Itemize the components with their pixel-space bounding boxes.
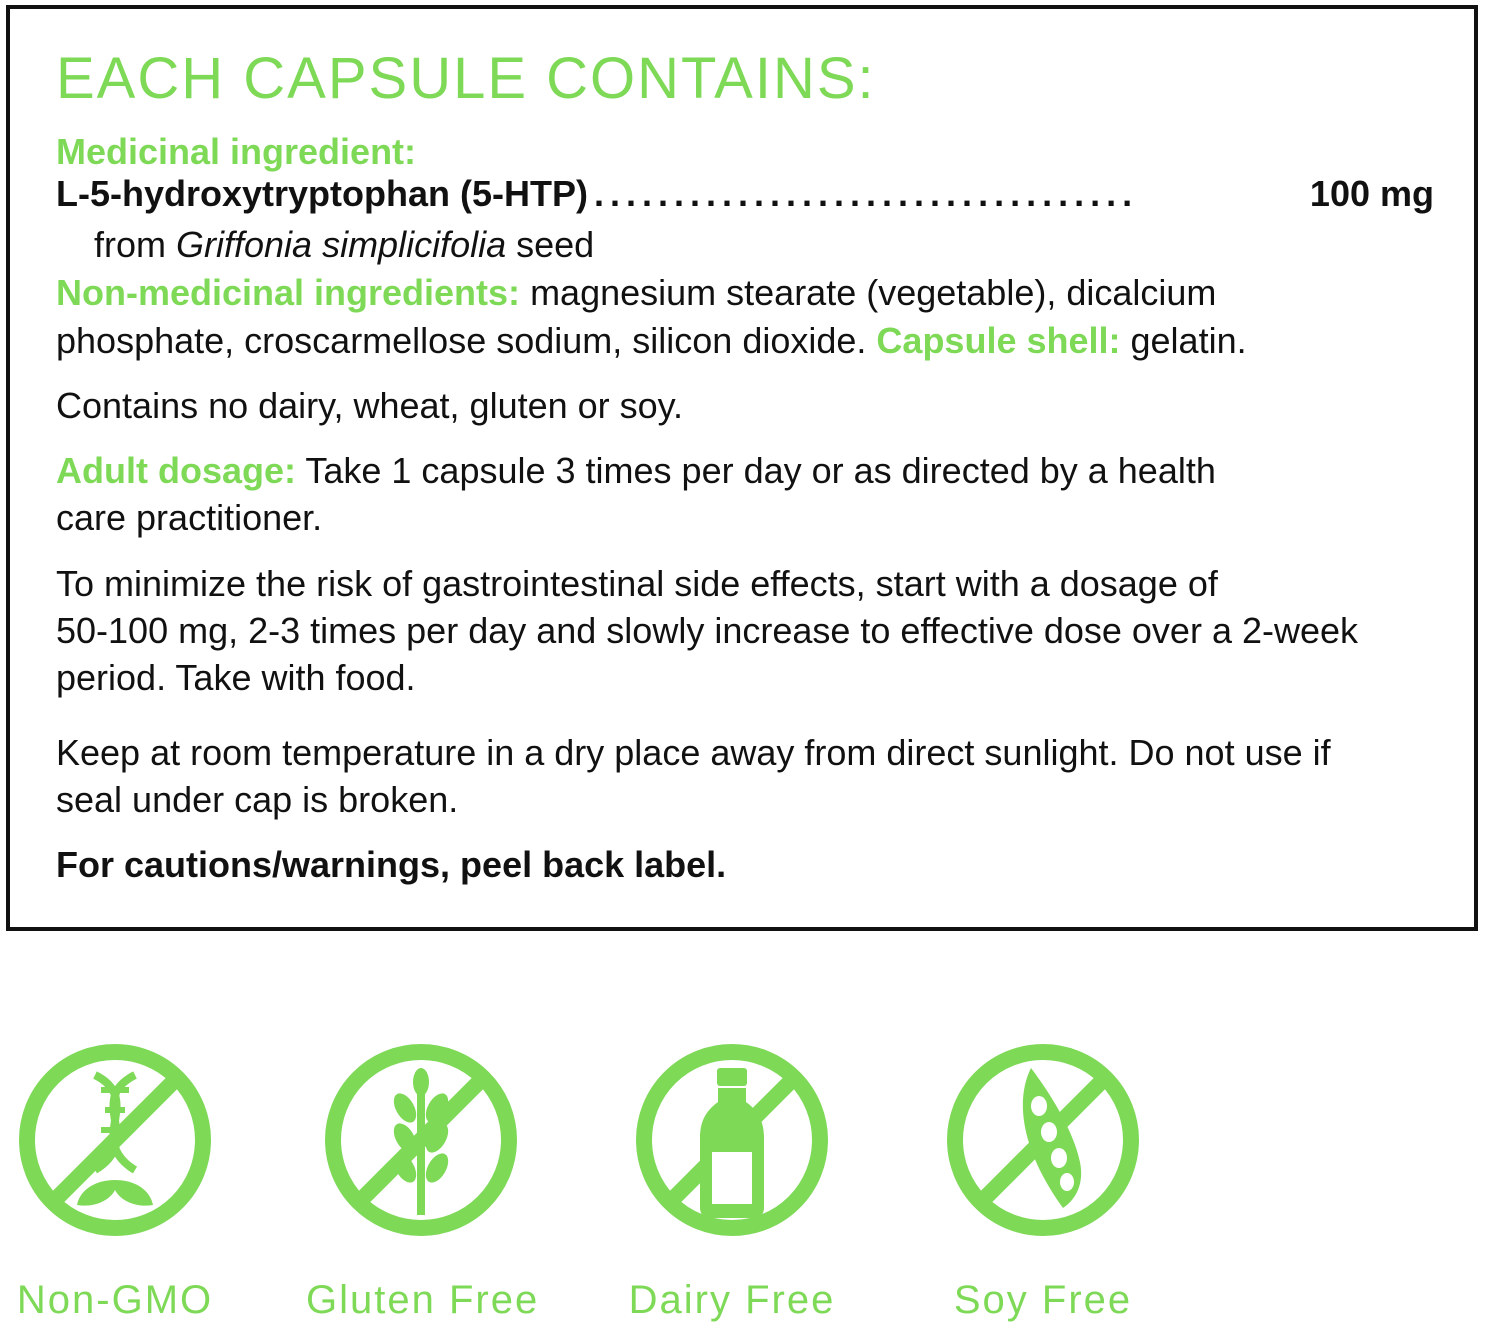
badge-label: Gluten Free	[306, 1278, 540, 1322]
dosage-text-1: Take 1 capsule 3 times per day or as directed by a health	[305, 450, 1216, 491]
wheat-icon	[321, 1040, 521, 1240]
storage-line-2: seal under cap is broken.	[56, 779, 459, 820]
ingredient-name: L-5-hydroxytryptophan (5-HTP)	[56, 173, 589, 214]
medicinal-ingredient-label: Medicinal ingredient:	[56, 131, 417, 172]
dosage-line-1	[56, 447, 1216, 494]
nonmedicinal-text-1: magnesium stearate (vegetable), dicalcium	[530, 272, 1217, 313]
gi-line-2: 50-100 mg, 2-3 times per day and slowly increase to effective dose over a 2-week	[56, 610, 1359, 651]
capsule-shell-value: gelatin.	[1130, 320, 1247, 361]
gi-line-1: To minimize the risk of gastrointestinal side effects, start with a dosage of	[56, 563, 1218, 604]
ingredient-row	[56, 173, 1434, 220]
ingredient-leader-dots: ..................................	[594, 173, 1139, 214]
badge-non-gmo	[0, 1040, 230, 1323]
source-suffix: seed	[516, 224, 595, 265]
dna-leaf-icon	[15, 1040, 215, 1240]
source-species: Griffonia simplicifolia	[176, 224, 507, 265]
nonmedicinal-line-1	[56, 269, 1216, 316]
milk-bottle-icon	[632, 1040, 832, 1240]
capsule-shell-label: Capsule shell:	[876, 320, 1121, 361]
badge-gluten-free	[306, 1040, 540, 1323]
dosage-line-2: care practitioner.	[56, 497, 323, 538]
dosage-label: Adult dosage:	[56, 450, 296, 491]
storage-line-1: Keep at room temperature in a dry place away from direct sunlight. Do not use if	[56, 732, 1331, 773]
nonmedicinal-label: Non-medicinal ingredients:	[56, 272, 521, 313]
gi-line-3: period. Take with food.	[56, 657, 416, 698]
badge-dairy-free	[617, 1040, 847, 1323]
badge-label: Non-GMO	[16, 1278, 214, 1322]
ingredient-source	[94, 221, 594, 268]
badge-label: Dairy Free	[628, 1278, 836, 1322]
nonmedicinal-line-2	[56, 317, 1247, 364]
nonmedicinal-text-2: phosphate, croscarmellose sodium, silicon dioxide.	[56, 320, 867, 361]
label-heading: EACH CAPSULE CONTAINS:	[56, 46, 876, 111]
allergen-note: Contains no dairy, wheat, gluten or soy.	[56, 385, 684, 426]
soybean-pod-icon	[943, 1040, 1143, 1240]
badge-label: Soy Free	[953, 1278, 1133, 1322]
badges-row	[0, 1040, 1491, 1320]
source-prefix: from	[94, 224, 166, 265]
ingredient-amount: 100 mg	[1309, 173, 1434, 214]
caution-note: For cautions/warnings, peel back label.	[56, 844, 727, 885]
badge-soy-free	[928, 1040, 1158, 1323]
